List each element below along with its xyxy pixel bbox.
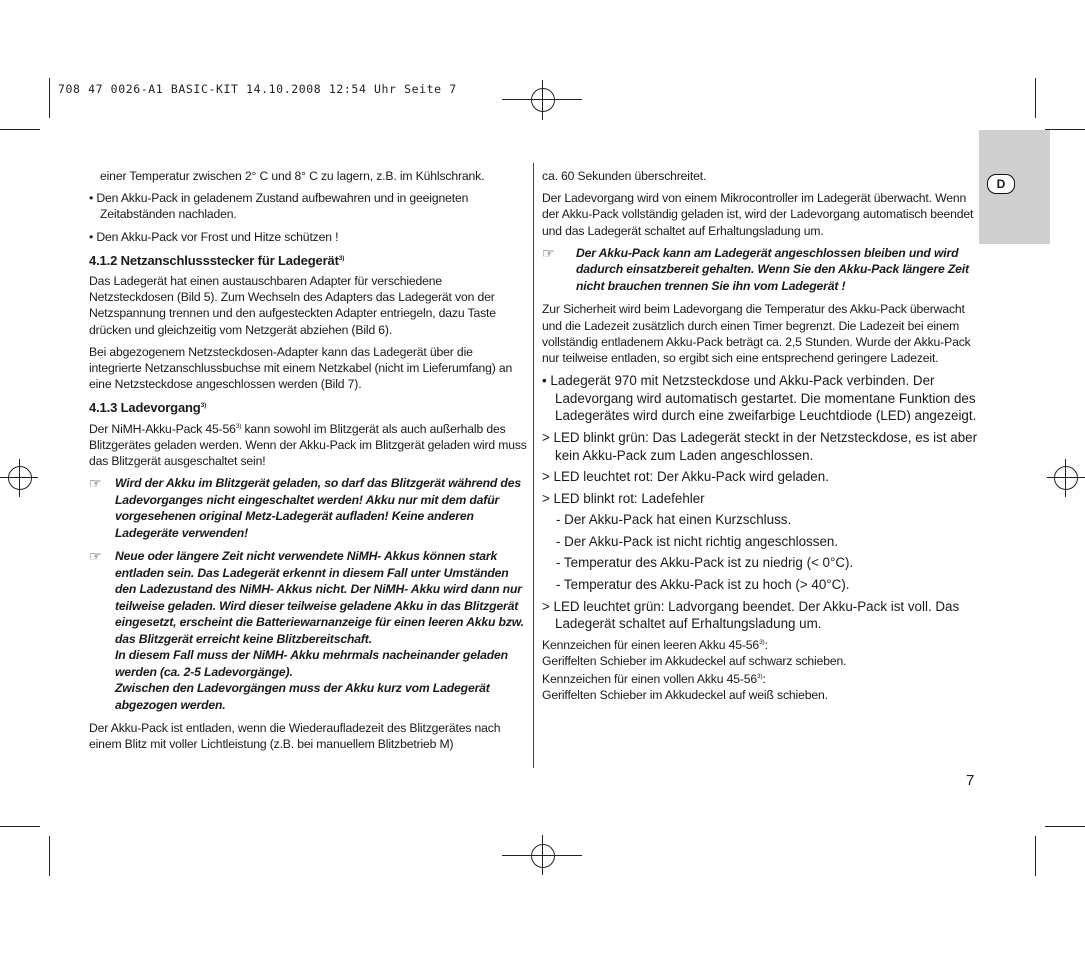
- column-divider: [533, 163, 534, 768]
- note-block: ☞ Neue oder längere Zeit nicht verwendete NiMH- Akkus können stark entladen sein. Das Ladegerät erkennt in diesem Fall unter Umständen den Ladezustand des NiMH- Akkus nicht. Der NiMH- Akku wird dann nur teilweise geladen. Wird dieser teilweise geladene Akku in das Blitzgerät eingesetzt, erscheint die Batteriewarnanzeige für einen leeren Akku bzw. das Blitzgerät erreicht keine Blitzbereitschaft. In diesem Fall muss der NiMH- Akku mehrmals nacheinander geladen werden (ca. 2-5 Ladevorgänge). Zwischen den Ladevorgängen muss der Akku kurz vom Ladegerät abgezogen werden.: [89, 548, 524, 712]
- pointing-hand-icon: ☞: [89, 475, 102, 492]
- bullet-item: • Den Akku-Pack in geladenem Zustand aufbewahren und in geeigneten Zeitabständen nachladen.: [89, 191, 469, 222]
- led-status-item: > LED leuchtet grün: Ladvorgang beendet. Der Akku-Pack ist voll. Das Ladegerät schaltet auf Erhaltungsladung um.: [542, 598, 960, 632]
- led-status-list: [542, 372, 978, 633]
- paragraph: Kennzeichen für einen leeren Akku 45-56$^{3)}$: Geriffelten Schieber im Akkudeckel auf schwarz schieben.: [542, 637, 847, 669]
- crop-mark: [0, 129, 40, 130]
- paragraph: Der Akku-Pack ist entladen, wenn die Wiederaufladezeit des Blitzgerätes nach einem Blitz mit voller Lichtleistung (z.B. bei manuellem Blitzbetrieb M): [89, 721, 501, 752]
- registration-mark: [531, 88, 555, 112]
- paragraph: Zur Sicherheit wird beim Ladevorgang die Temperatur des Akku-Pack überwacht und die Ladezeit zusätzlich durch einen Timer begrenzt. Die Ladezeit bei einem vollständig entladenem Akku-Pack beträgt ca. 2,5 Stunden. Wurde der Akku-Pack nur teilweise entladen, so ergibt sich eine entsprechend geringere Ladezeit.: [542, 302, 971, 365]
- registration-mark: [531, 844, 555, 868]
- pointing-hand-icon: ☞: [542, 244, 555, 261]
- language-badge: D: [987, 174, 1015, 194]
- bullet-item: • Den Akku-Pack vor Frost und Hitze schützen !: [89, 229, 339, 244]
- crop-mark: [1045, 129, 1085, 130]
- paragraph: Kennzeichen für einen vollen Akku 45-56$^{3)}$: Geriffelten Schieber im Akkudeckel auf weiß schieben.: [542, 672, 828, 703]
- print-slug: 708 47 0026-A1 BASIC-KIT 14.10.2008 12:54 Uhr Seite 7: [58, 82, 457, 96]
- bullet-item: • Ladegerät 970 mit Netzsteckdose und Akku-Pack verbinden. Der Ladevorgang wird automatisch gestartet. Die momentane Funktion des Ladegerätes wird durch eine zweifarbige Leuchtdiode (LED) angezeigt.: [542, 373, 977, 424]
- paragraph: einer Temperatur zwischen 2° C und 8° C zu lagern, z.B. im Kühlschrank.: [100, 169, 485, 183]
- paragraph: ca. 60 Sekunden überschreitet.: [542, 169, 707, 183]
- pointing-hand-icon: ☞: [89, 548, 102, 565]
- error-item: - Temperatur des Akku-Pack ist zu hoch (> 40°C).: [556, 577, 850, 593]
- right-column: [542, 168, 978, 710]
- note-block: ☞ Wird der Akku im Blitzgerät geladen, so darf das Blitzgerät während des Ladevorganges nicht eingeschaltet werden! Akku nur mit dem dafür vorgesehenen original Metz-Ladegerät aufladen! Keine anderen Ladegeräte verwenden!: [89, 475, 521, 540]
- section-heading: 4.1.2 Netzanschlussstecker für Ladegerät$^{3)}$: [89, 252, 345, 268]
- section-heading: 4.1.3 Ladevorgang$^{3)}$: [89, 400, 207, 416]
- error-item: - Der Akku-Pack ist nicht richtig angeschlossen.: [556, 533, 839, 549]
- led-status-item: > LED blinkt rot: Ladefehler: [542, 490, 705, 506]
- paragraph: Bei abgezogenem Netzsteckdosen-Adapter kann das Ladegerät über die integrierte Netzanschlussbuchse mit einem Netzkabel (nicht im Lieferumfang) an eine Netzsteckdose angeschlossen werden (Bild 7).: [89, 344, 513, 392]
- crop-mark: [49, 836, 50, 876]
- registration-mark: [1054, 466, 1078, 490]
- note-block: ☞ Der Akku-Pack kann am Ladegerät angeschlossen bleiben und wird dadurch einsatzbereit gehalten. Wenn Sie den Akku-Pack längere Zeit nicht brauchen trennen Sie ihn vom Ladegerät !: [542, 244, 969, 293]
- paragraph: Der Ladevorgang wird von einem Mikrocontroller im Ladegerät überwacht. Wenn der Akku-Pack vollständig geladen ist, wird der Ladevorgang automatisch beendet und das Ladegerät schaltet auf Erhaltungsladung um.: [542, 191, 974, 238]
- crop-mark: [1035, 78, 1036, 118]
- paragraph: Der NiMH-Akku-Pack 45-56$^{3)}$ kann sowohl im Blitzgerät als auch außerhalb des Blitzgerätes geladen werden. Wenn der Akku-Pack im Blitzgerät geladen wird muss das Blitzgerät ausgeschaltet sein!: [89, 421, 527, 469]
- paragraph: Das Ladegerät hat einen austauschbaren Adapter für verschiedene Netzsteckdosen (Bild 5). Zum Wechseln des Adapters das Ladegerät von der Netzspannung trennen und den aufgesteckten Adapter entriegeln, dazu Taste drücken und gleichzeitig vom Netzgerät abziehen (Bild 6).: [89, 274, 496, 337]
- error-item: - Temperatur des Akku-Pack ist zu niedrig (< 0°C).: [556, 555, 854, 571]
- error-item: - Der Akku-Pack hat einen Kurzschluss.: [556, 512, 792, 528]
- crop-mark: [0, 826, 40, 827]
- crop-mark: [49, 78, 50, 118]
- page-number: 7: [966, 772, 975, 789]
- led-status-item: > LED leuchtet rot: Der Akku-Pack wird geladen.: [542, 469, 829, 485]
- crop-mark: [1045, 826, 1085, 827]
- registration-mark: [8, 466, 32, 490]
- crop-mark: [1035, 836, 1036, 876]
- led-status-item: > LED blinkt grün: Das Ladegerät steckt in der Netzsteckdose, es ist aber kein Akku-Pack zum Laden angeschlossen.: [542, 429, 978, 463]
- left-column: [89, 168, 527, 759]
